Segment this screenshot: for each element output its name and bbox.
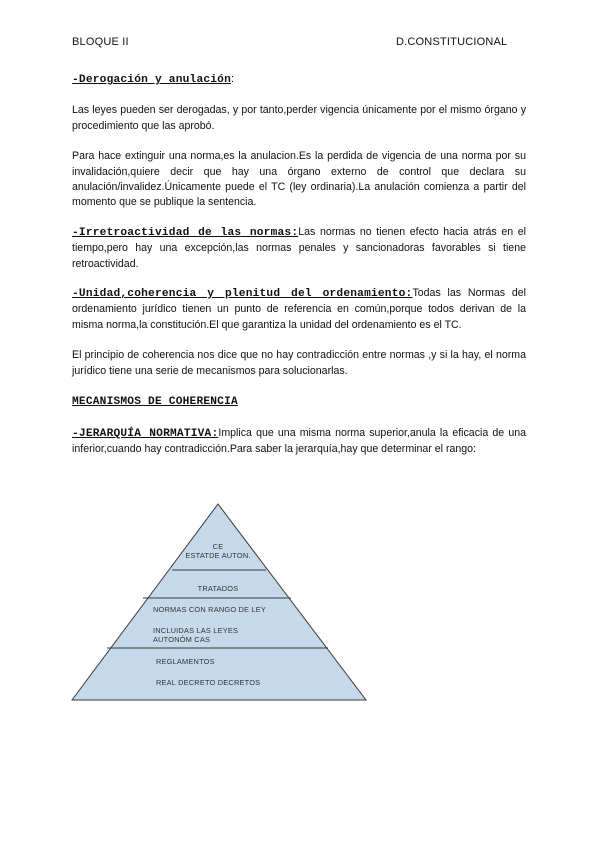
- unidad-heading: -Unidad,coherencia y plenitud del ordenamiento:: [72, 288, 413, 301]
- derogacion-paragraph-2: Para hace extinguir una norma,es la anulacion.Es la perdida de vigencia de una norma por su invalidación,quiere decir que hay una órgano externo de control que declara su anulación/invalidez.Únicamente puede el TC (ley ordinaria).La anulación comienza a partir del momento que se publique la sentencia.: [72, 150, 526, 209]
- derogacion-heading-line: [72, 72, 526, 88]
- unidad-text: Todas las Normas del ordenamiento jurídico tienen un punto de referencia en común,porque todos derivan de la misma norma,la constitución.El que garantiza la unidad del ordenamiento es el TC.: [72, 287, 526, 331]
- mecanismos-heading-line: [72, 394, 526, 410]
- pyramid-label-incluidas-1: INCLUIDAS LAS LEYES: [153, 626, 239, 635]
- derogacion-paragraph-1: Las leyes pueden ser derogadas, y por tanto,perder vigencia únicamente por el mismo órgano y procedimiento que las aprobó.: [72, 104, 526, 132]
- pyramid-label-tratados: TRATADOS: [197, 584, 239, 593]
- pyramid-label-real-decreto: REAL DECRETO DECRETOS: [156, 678, 261, 687]
- jerarquia-paragraph: [72, 426, 526, 458]
- irretroactividad-heading: -Irretroactividad de las normas:: [72, 226, 299, 239]
- derogacion-heading: -Derogación y anulación: [72, 74, 232, 86]
- irretroactividad-text: Las normas no tienen efecto hacia atrás en el tiempo,pero hay una excepción,las normas penales y sancionadoras favorables si tiene retroactividad.: [72, 225, 526, 270]
- hierarchy-pyramid: [70, 500, 370, 705]
- derogacion-heading-colon: :: [231, 73, 234, 85]
- irretroactividad-paragraph: [72, 225, 526, 272]
- pyramid-label-ce: CE: [212, 542, 224, 551]
- coherencia-paragraph: El principio de coherencia nos dice que no hay contradicción entre normas ,y si la hay, el norma jurídico tiene una serie de mecanismos para solucionarlas.: [72, 349, 526, 377]
- pyramid-label-estatutos: ESTATDE AUTON.: [185, 551, 251, 560]
- header-right: D.CONSTITUCIONAL: [396, 36, 508, 48]
- mecanismos-heading: MECANISMOS DE COHERENCIA: [72, 396, 238, 409]
- pyramid-label-reglamentos: REGLAMENTOS: [156, 657, 215, 666]
- jerarquia-text: Implica que una misma norma superior,anula la eficacia de una inferior,cuando hay contradicción.Para saber la jerarquía,hay que determinar el rango:: [72, 426, 526, 455]
- document-body: [72, 72, 526, 457]
- pyramid-shape: [72, 504, 366, 700]
- jerarquia-heading: -JERARQUÍA NORMATIVA:: [72, 427, 219, 440]
- pyramid-label-incluidas-2: AUTONÓM CAS: [153, 635, 211, 644]
- pyramid-label-normas-rango: NORMAS CON RANGO DE LEY: [153, 605, 267, 614]
- unidad-paragraph: [72, 286, 526, 333]
- header-left: BLOQUE II: [72, 36, 129, 48]
- pyramid-svg: [70, 500, 370, 705]
